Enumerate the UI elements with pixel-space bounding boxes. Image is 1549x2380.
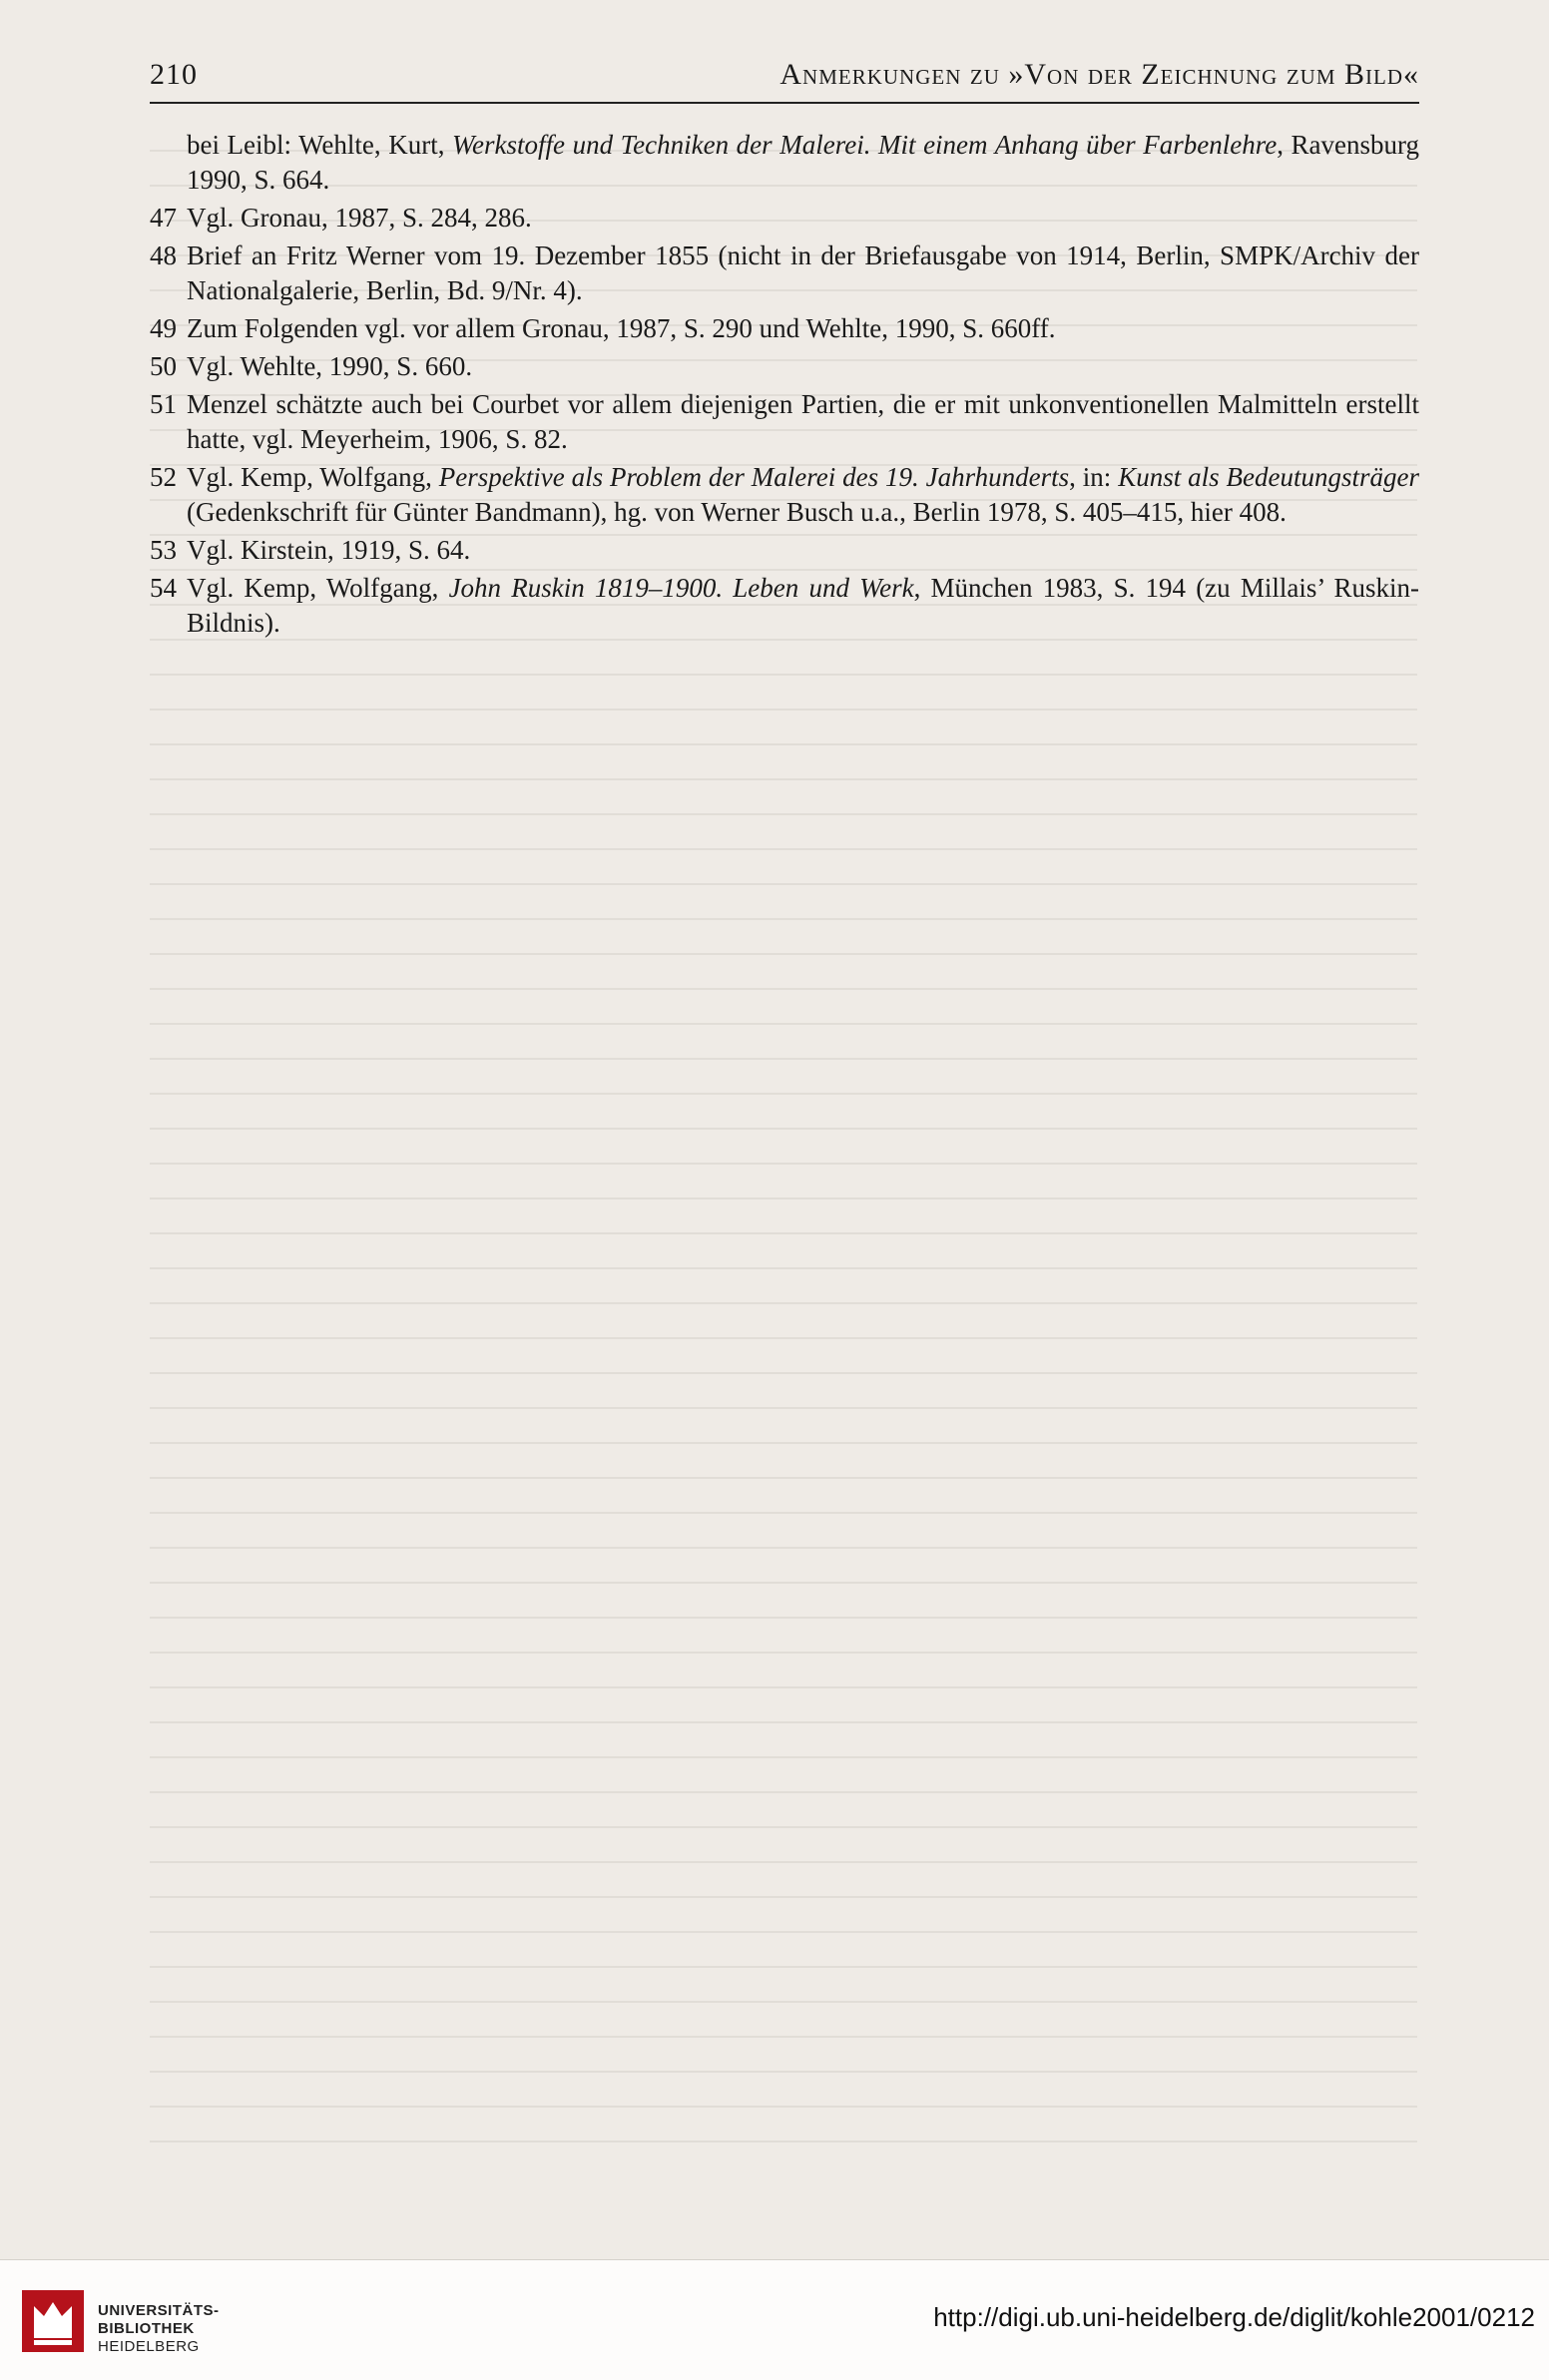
endnote-title: John Ruskin 1819–1900. Leben und Werk — [448, 573, 914, 603]
endnote-text: Vgl. Kemp, Wolfgang, — [187, 462, 439, 492]
page-number: 210 — [150, 58, 198, 91]
endnote — [150, 460, 1419, 530]
endnote — [150, 311, 1419, 346]
footer-bar — [0, 2259, 1549, 2380]
endnote-text: (Gedenkschrift für Günter Bandmann), hg. von Werner Busch u.a., Berlin 1978, S. 405–415, hier 408. — [187, 497, 1287, 527]
page-header — [150, 58, 1419, 104]
endnote-number: 51 — [150, 389, 177, 419]
running-title: Anmerkungen zu »Von der Zeichnung zum Bild« — [779, 58, 1419, 91]
endnote-title: Kunst als Bedeutungsträger — [1118, 462, 1420, 492]
endnote — [150, 533, 1419, 568]
endnote-text: , München 1983, S. 194 (zu Millais’ Ruskin-Bildnis). — [187, 573, 1420, 638]
endnote-number: 52 — [150, 462, 177, 492]
endnote — [150, 387, 1419, 457]
library-name-line: HEIDELBERG — [98, 2338, 200, 2355]
endnote-number: 53 — [150, 535, 177, 565]
endnote — [150, 349, 1419, 384]
library-logo[interactable] — [20, 2282, 279, 2362]
endnote-number: 50 — [150, 351, 177, 381]
endnote-title: Perspektive als Problem der Malerei des 19. Jahrhunderts — [438, 462, 1070, 492]
endnote-text: , in: — [1069, 462, 1119, 492]
endnote-number: 54 — [150, 573, 177, 603]
library-seal-icon — [20, 2288, 86, 2354]
endnote-text: Vgl. Kirstein, 1919, S. 64. — [187, 535, 471, 565]
source-url-link[interactable]: http://digi.ub.uni-heidelberg.de/diglit/kohle2001/0212 — [933, 2302, 1535, 2332]
endnote-text: Menzel schätzte auch bei Courbet vor allem diejenigen Partien, die er mit unkonventionellen Malmitteln erstellt hatte, vgl. Meyerheim, 1906, S. 82. — [187, 389, 1419, 454]
endnote — [150, 201, 1419, 236]
endnote-text: Vgl. Gronau, 1987, S. 284, 286. — [187, 203, 532, 233]
endnote-number: 49 — [150, 313, 177, 343]
endnotes — [150, 128, 1419, 644]
endnote — [150, 571, 1419, 641]
library-name — [98, 2302, 220, 2356]
library-name-line: BIBLIOTHEK — [98, 2320, 195, 2337]
endnote — [150, 128, 1419, 198]
endnote — [150, 238, 1419, 308]
endnote-text: Vgl. Wehlte, 1990, S. 660. — [187, 351, 473, 381]
library-name-line: UNIVERSITÄTS- — [98, 2302, 220, 2319]
endnote-number: 47 — [150, 203, 177, 233]
endnote-title: Werkstoffe und Techniken der Malerei. Mit einem Anhang über Farbenlehre — [452, 130, 1278, 160]
endnote-text: , Ravensburg 1990, S. 664. — [187, 130, 1419, 195]
endnote-text: Zum Folgenden vgl. vor allem Gronau, 1987, S. 290 und Wehlte, 1990, S. 660ff. — [187, 313, 1056, 343]
endnote-number: 48 — [150, 240, 177, 270]
endnote-text: bei Leibl: Wehlte, Kurt, — [187, 130, 453, 160]
endnote-text: Brief an Fritz Werner vom 19. Dezember 1855 (nicht in der Briefausgabe von 1914, Berlin, SMPK/Archiv der Nationalgalerie, Berlin, Bd. 9/Nr. 4). — [187, 240, 1419, 305]
endnote-text: Vgl. Kemp, Wolfgang, — [187, 573, 449, 603]
